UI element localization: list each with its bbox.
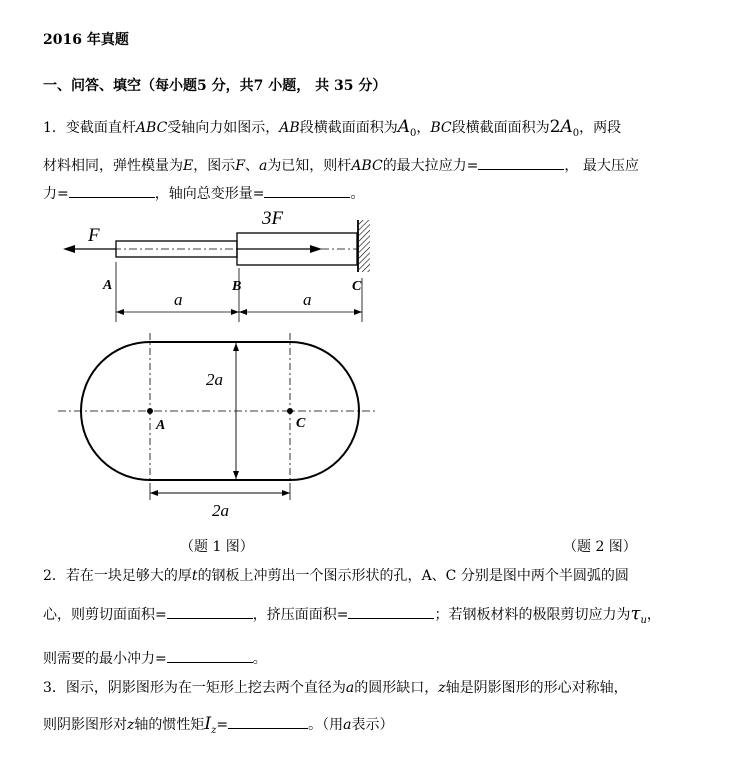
q3-a2: a [343,717,352,733]
answer-blank[interactable] [167,648,253,663]
q1-abc2: ABC [351,158,383,174]
answer-blank[interactable] [228,714,308,729]
dim-arrow-icon [282,490,290,496]
q1-e: E [183,158,194,174]
fixed-support-hatch [359,220,370,272]
dim-arrow-icon [239,309,247,315]
q2-line1 [43,567,629,585]
q1-text: 为已知，则杆 [267,158,352,174]
label-height-2a: 2a [206,370,223,389]
q1-text: ，两段 [579,120,622,136]
dim-arrow-icon [354,309,362,315]
figure-1-caption: （题 1 图） [180,539,254,555]
label-point-a: A [103,278,113,293]
page-title: 2016 年真题 [43,32,129,48]
q3-text: = [216,717,229,733]
q1-text: ，轴向总变形量= [154,186,265,202]
q1-text: ，图示 [193,158,236,174]
q3-line2 [43,714,393,740]
q2-text: 则需要的最小冲力= [43,651,167,667]
figure-2-caption: （题 2 图） [563,539,637,555]
label-point-b: B [232,279,242,294]
label-point-c: C [352,279,362,294]
q1-text: ， 最大压应 [564,158,639,174]
q1-sep: 、 [244,158,259,174]
figure-1 [63,208,370,322]
q1-text: 。 [350,186,365,202]
q2-line3 [43,648,267,668]
q1-text: 1．变截面直杆 [43,120,136,136]
q2-text: 。 [252,651,267,667]
q1-text: 受轴向力如图示， [167,120,280,136]
q1-a0b: A [560,117,573,137]
q2-text: 的钢板上冲剪出一个图示形状的孔， [197,568,422,584]
answer-blank[interactable] [167,604,253,619]
q1-a0: A [397,117,410,137]
q1-text: 力= [43,186,69,202]
q1-bc: BC [430,120,452,136]
label-force-f: F [88,225,100,246]
q1-a0-sub: 0 [409,127,417,139]
q1-ab: AB [279,120,300,136]
q2-text: ，挤压面面积= [252,607,349,623]
arrow-head-icon [310,245,322,253]
center-a-dot [147,408,153,414]
q2-text: ， [646,607,661,623]
q2-line2 [43,604,661,630]
q1-text: 的最大拉应力= [382,158,479,174]
arrow-head-icon [63,245,75,253]
answer-blank[interactable] [348,604,434,619]
q2-t: t [191,568,198,584]
q1-a: a [258,158,268,174]
dim-arrow-icon [150,490,158,496]
q2-text: A、C 分别是图中两个半圆弧的圆 [421,568,629,584]
q2-text: 2．若在一块足够大的厚 [43,568,192,584]
q3-text: 。（用 [308,717,344,733]
q3-z2: z [127,717,135,733]
q1-text: 材料相同，弹性模量为 [43,158,183,174]
dim-arrow-icon [233,471,239,479]
q3-text: 轴的惯性矩 [134,717,205,733]
label-force-3f: 3F [262,208,284,229]
dim-arrow-icon [116,309,124,315]
q1-f: F [235,158,245,174]
q1-two: 2 [549,117,561,137]
q2-tau: τ [630,603,641,624]
figure-2 [58,333,378,520]
dim-arrow-icon [233,343,239,351]
q3-text: 则阴影图形对 [43,717,127,733]
q3-iz: I [204,714,212,734]
q3-iz-sub: z [211,724,217,736]
q3-text: 表示） [351,717,394,733]
label-center-a: A [156,418,166,433]
q2-text: ；若钢板材料的极限剪切应力为 [434,607,631,623]
q3-z: z [438,680,446,696]
q2-text: 心，则剪切面面积= [43,607,167,623]
dim-arrow-icon [231,309,239,315]
label-dim-bc: a [303,290,312,309]
label-width-2a: 2a [212,501,229,520]
q1-text: ， [416,120,431,136]
label-dim-ab: a [174,290,183,309]
q1-a0b-sub: 0 [572,127,580,139]
q1-text: 段横截面面积为 [451,120,550,136]
q3-text: 的圆形缺口， [354,680,439,696]
q3-text: 3．图示，阴影图形为在一矩形上挖去两个直径为 [43,680,346,696]
q1-abc: ABC [135,120,168,136]
center-c-dot [287,408,293,414]
q3-text: 轴是阴影图形的形心对称轴， [445,680,628,696]
q2-tau-sub: u [640,614,647,626]
label-center-c: C [296,416,306,431]
q3-a: a [345,680,355,696]
q1-text: 段横截面面积为 [299,120,398,136]
q3-line1 [43,679,628,697]
section-header: 一、问答、填空（每小题5 分，共7 小题， 共 35 分） [43,78,387,94]
